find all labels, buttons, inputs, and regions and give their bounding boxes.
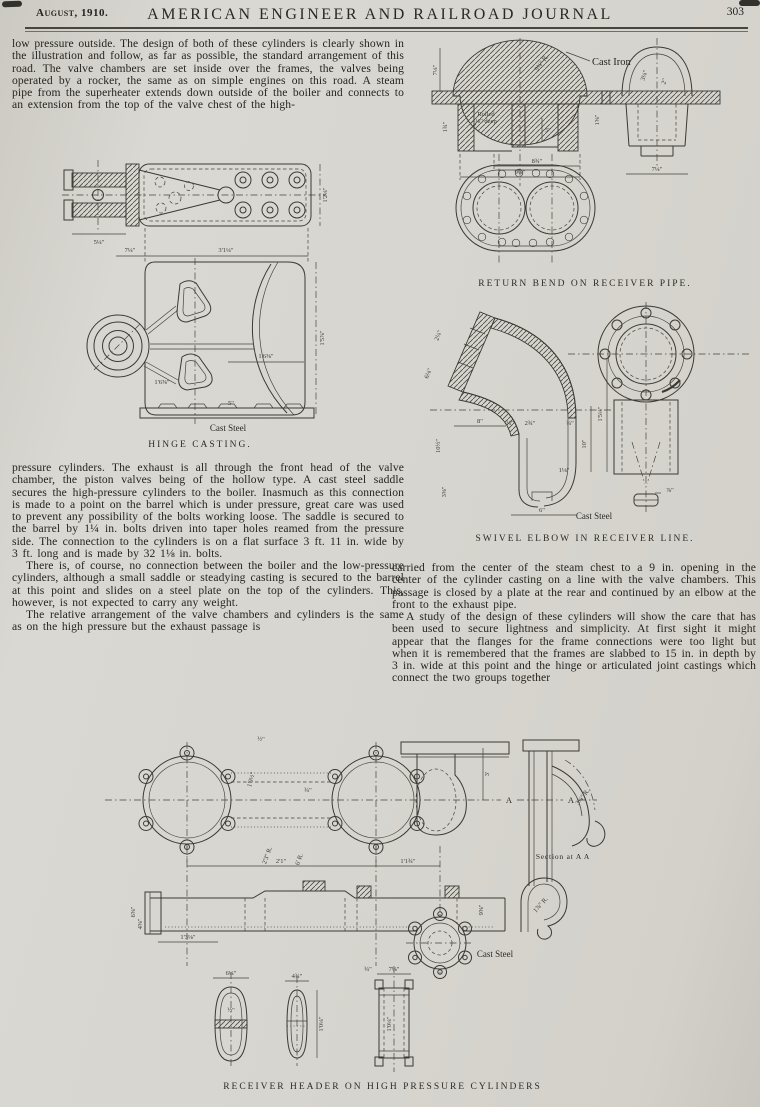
material-label: Cast Iron	[592, 57, 631, 68]
dim-label: 3¼"	[639, 69, 650, 82]
receiver-plan-view	[105, 736, 605, 939]
dim-label: 9¼"	[514, 169, 526, 176]
plan-elbow	[401, 742, 509, 835]
dim-label: 7⅛"	[388, 966, 400, 973]
note-label: Rolled	[477, 111, 495, 118]
paragraph: pressure cylinders. The exhaust is all through the front head of the valve chamber, the piston valves being of the hollow type. A cast steel saddle secures the high-pressure cylinders to the boiler. Inasmuch as this connection is made to a point on the barrel which is under pressure, great care was used to prevent any possibility of the bolts working loose. The saddle is secured to the barrel by 1¼ in. bolts driven into taper holes reamed from the pressure side. The connection to the cylinders is on a flat surface 3 ft. 11 in. wide by 3 ft. long and is made by 32 1⅛ in. bolts.	[12, 461, 404, 560]
swivel-elbow-caption: SWIVEL ELBOW IN RECEIVER LINE.	[475, 534, 695, 544]
material-label: Cast Steel	[209, 423, 247, 433]
dim-label: 7¼"	[432, 64, 439, 76]
side-view	[523, 740, 605, 886]
dim-label: 3'	[484, 771, 491, 777]
dim-label: 2¾"	[524, 420, 536, 427]
dim-label: ½"	[227, 1007, 235, 1014]
elevation-flange	[406, 904, 514, 978]
paragraph: low pressure outside. The design of both of these cylinders is clearly shown in the illustration and follow, as far as possible, the standard arrangement of this road. The valve chambers are set inside over the frames, the valves being operated by a rocker, the same as on simple engines on this road. A steam pipe from the superheater extends down outside of the boiler and connects to an extension from the top of the valve chest of the high-	[12, 37, 404, 112]
dim-label: 1'2¼"	[322, 187, 329, 203]
dim-label: 7¼"	[651, 166, 663, 173]
dim-label: 1'0¼"	[386, 1016, 393, 1032]
return-bend-drawing	[430, 34, 758, 274]
receiver-detail-sections	[213, 966, 413, 1072]
swivel-elbow-drawing	[418, 294, 758, 526]
dim-label: 10"	[581, 439, 588, 449]
dim-label: 1'6⅝"	[154, 379, 170, 386]
return-bend-large-dome	[432, 38, 632, 186]
dim-label: 3'1¼"	[218, 247, 234, 254]
page-number: 303	[726, 6, 744, 18]
header-rule-thick	[25, 27, 748, 29]
egg-section-small	[285, 973, 325, 1058]
dim-label: 4⅝"	[137, 918, 144, 930]
hinge-plan-view	[62, 160, 329, 246]
swivel-elbow-section	[423, 312, 614, 521]
dim-label: 1⅞" R.	[532, 895, 550, 915]
left-flange	[139, 742, 235, 862]
hinge-casting-caption: HINGE CASTING.	[148, 440, 252, 450]
paragraph: carried from the center of the steam chest to a 9 in. opening in the center of the cylinder casting on a line with the valve chambers. This passage is closed by a plate at the rear and continued by an elbow at the front to the exhaust pipe.	[392, 561, 756, 611]
swivel-elbow-flange-view	[568, 302, 752, 512]
dim-label: 1'0¼"	[318, 1016, 325, 1032]
left-column-text-2	[12, 462, 404, 634]
dim-label: 1'5¼"	[597, 406, 604, 422]
dim-label: 3¼" R.	[574, 787, 592, 807]
dim-label: 2'1"	[275, 858, 287, 865]
dim-label: 1'0½"	[246, 771, 257, 788]
dim-label: ¾"	[304, 787, 312, 794]
dim-label: 2¼"	[433, 329, 444, 342]
dim-label: 1'5⅞"	[319, 330, 326, 346]
return-bend-caption: RETURN BEND ON RECEIVER PIPE.	[478, 279, 692, 289]
dim-label: 1¾"	[442, 121, 449, 133]
spool-section	[364, 966, 413, 1066]
section-letter: A	[567, 795, 575, 805]
dim-label: 3⅝"	[441, 486, 448, 498]
dim-label: 1'6⅜"	[258, 353, 274, 360]
left-column-text-1	[12, 38, 404, 112]
paragraph: There is, of course, no connection between the boiler and the low-pressure cylinders, although a small saddle or steadying casting is secured to the barrel at this point and slides on a steel plate on the top of the cylinders. This, however, is not expected to carry any weight.	[12, 559, 404, 609]
material-label: Cast Steel	[575, 511, 613, 521]
dim-label: 5"	[228, 400, 234, 407]
material-label: Cast Steel	[476, 949, 514, 959]
dim-label: 1⅝"	[594, 114, 601, 126]
receiver-header-caption: RECEIVER HEADER ON HIGH PRESSURE CYLINDERS	[223, 1082, 542, 1092]
note-label: ⅛" deep	[475, 118, 497, 125]
paragraph: A study of the design of these cylinders will show the care that has been used to secure lightness and simplicity. At first sight it might appear that the flanges for the frame connections were too light but when it is remembered that the frames are slabbed to 15 in. in depth by 3 in. wide at this point and the hinge or articulated joint castings which connect the two groups together	[392, 610, 756, 685]
right-column-text	[392, 562, 756, 685]
dim-label: 2"	[660, 77, 669, 86]
dim-label: 8"	[477, 418, 483, 425]
dim-label: 5¼"	[93, 239, 105, 246]
dim-label: 9¼" R.	[533, 53, 551, 73]
receiver-header-drawing	[95, 726, 670, 1074]
hinge-dimension-row	[116, 228, 308, 262]
receiver-elevation-view	[130, 846, 514, 979]
journal-title: AMERICAN ENGINEER AND RAILROAD JOURNAL	[147, 6, 613, 23]
hinge-elevation-view	[87, 258, 326, 433]
dim-label: 10½"	[435, 438, 442, 454]
dim-label: 6¼"	[225, 970, 237, 977]
dim-label: ½"	[257, 736, 265, 743]
dim-label: 9⅝"	[478, 904, 485, 916]
return-bend-flange-face	[456, 154, 595, 264]
issue-date: August, 1910.	[36, 7, 109, 19]
dim-label: 6"	[539, 507, 545, 514]
paragraph: The relative arrangement of the valve chambers and cylinders is the same as on the high pressure but the exhaust passage is	[12, 608, 404, 634]
dim-label: 6⅛"	[423, 367, 434, 380]
hinge-casting-drawing	[58, 158, 430, 458]
dim-label: 2'3" R.	[261, 845, 274, 866]
section-aa-hook	[521, 878, 567, 939]
header-rule-thin	[25, 31, 748, 32]
right-flange	[328, 742, 424, 862]
dim-label: 7¼"	[124, 247, 136, 254]
dim-label: ⅞"	[666, 487, 674, 494]
dim-label: 8¾"	[531, 158, 543, 165]
dim-label: 5"	[545, 127, 551, 134]
dim-label: 4¾"	[291, 973, 303, 980]
dim-label: 1'1¾"	[400, 858, 416, 865]
dim-label: ¾"	[364, 966, 372, 973]
dim-label: 1'3⅛"	[180, 934, 196, 941]
dim-label: 1⅛"	[558, 467, 570, 474]
section-letter: A	[505, 795, 513, 805]
dim-label: 6' R.	[294, 852, 305, 867]
dim-label: ¾"	[506, 420, 514, 427]
section-label: Section at A A	[535, 852, 591, 861]
dim-label: ¾"	[566, 420, 574, 427]
dim-label: 6⅝"	[130, 906, 137, 918]
